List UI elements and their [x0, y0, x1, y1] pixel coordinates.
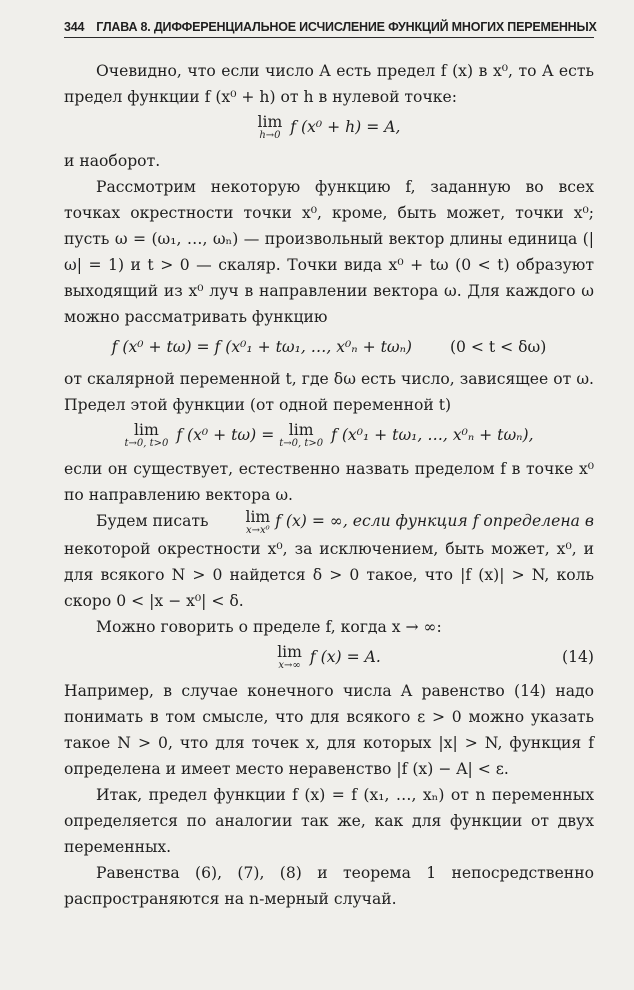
- formula-14: [64, 644, 594, 672]
- formula-condition: (0 < t < δω): [449, 338, 547, 356]
- formula-expression: f (x) = A.: [309, 648, 381, 666]
- lim-operator: lim x→∞: [277, 643, 302, 671]
- equation-number: (14): [561, 648, 594, 666]
- running-title: ГЛАВА 8. ДИФФЕРЕНЦИАЛЬНОЕ ИСЧИСЛЕНИЕ ФУНКЦИЙ МНОГИХ ПЕРЕМЕННЫХ: [96, 20, 597, 34]
- paragraph-limit-at-infinity: Можно говорить о пределе f, когда x → ∞:: [96, 618, 442, 636]
- lim-operator: lim h→0: [257, 113, 283, 141]
- formula-ray-function: [64, 334, 594, 360]
- formula-expression: f (x⁰ + tω) =: [176, 426, 275, 444]
- paragraph-equalities: Равенства (6), (7), (8) и теорема 1 непосредственно распространяются на n-мерный случай.: [64, 864, 594, 908]
- page-number: 344: [64, 20, 85, 34]
- paragraph-example: Например, в случае конечного числа A равенство (14) надо понимать в том смысле, что для всякого ε > 0 можно указать такое N > 0, что для точек x, для которых |x| > N, функция f определена и имеет место неравенство |f (x) − A| < ε.: [64, 682, 594, 778]
- formula-limit-h: [64, 114, 594, 142]
- paragraph-infinite-limit: некоторой окрестности x⁰, за исключением, быть может, x⁰, и для всякого N > 0 найдется δ > 0 такое, что |f (x)| > N, коль скоро 0 < |x − x⁰| < δ.: [64, 540, 594, 610]
- page-body: [64, 58, 594, 912]
- paragraph-and-conversely: и наоборот.: [64, 152, 161, 170]
- formula-expression: f (x⁰₁ + tω₁, …, x⁰ₙ + tωₙ),: [331, 426, 534, 444]
- running-header: [64, 20, 597, 38]
- formula-expression: f (x⁰ + h) = A,: [290, 118, 401, 136]
- lim-operator: lim t→0, t>0: [279, 421, 324, 449]
- paragraph-direction-ray: Рассмотрим некоторую функцию f, заданную во всех точках окрестности точки x⁰, кроме, быть может, точки x⁰; пусть ω = (ω₁, …, ωₙ) — произвольный вектор длины единица (|ω| = 1) и t > 0 — скаляр. Точки вида x⁰ + tω (0 < t) образуют выходящий из x⁰ луч в направлении вектора ω. Для каждого ω можно рассматривать функцию: [64, 178, 594, 326]
- paragraph-n-variables: Итак, предел функции f (x) = f (x₁, …, xₙ) от n переменных определяется по аналогии так же, как для функции от двух переменных.: [64, 786, 594, 856]
- paragraph-limit-shift: Очевидно, что если число A есть предел f (x) в x⁰, то A есть предел функции f (x⁰ + h) от h в нулевой точке:: [64, 62, 594, 106]
- formula-expression: f (x⁰ + tω) = f (x⁰₁ + tω₁, …, x⁰ₙ + tωₙ): [111, 338, 412, 356]
- paragraph-directional-definition: если он существует, естественно назвать пределом f в точке x⁰ по направлению вектора ω.: [64, 460, 594, 504]
- paragraph-scalar-variable: от скалярной переменной t, где δω есть число, зависящее от ω. Предел этой функции (от одной переменной t): [64, 370, 594, 414]
- paragraph-infinite-limit-intro: Будем писать lim x→x⁰ f (x) = ∞, если функция f определена в: [96, 508, 594, 536]
- lim-operator: lim x→x⁰: [245, 508, 271, 536]
- formula-directional-limit: [64, 422, 594, 450]
- lim-operator: lim t→0, t>0: [124, 421, 169, 449]
